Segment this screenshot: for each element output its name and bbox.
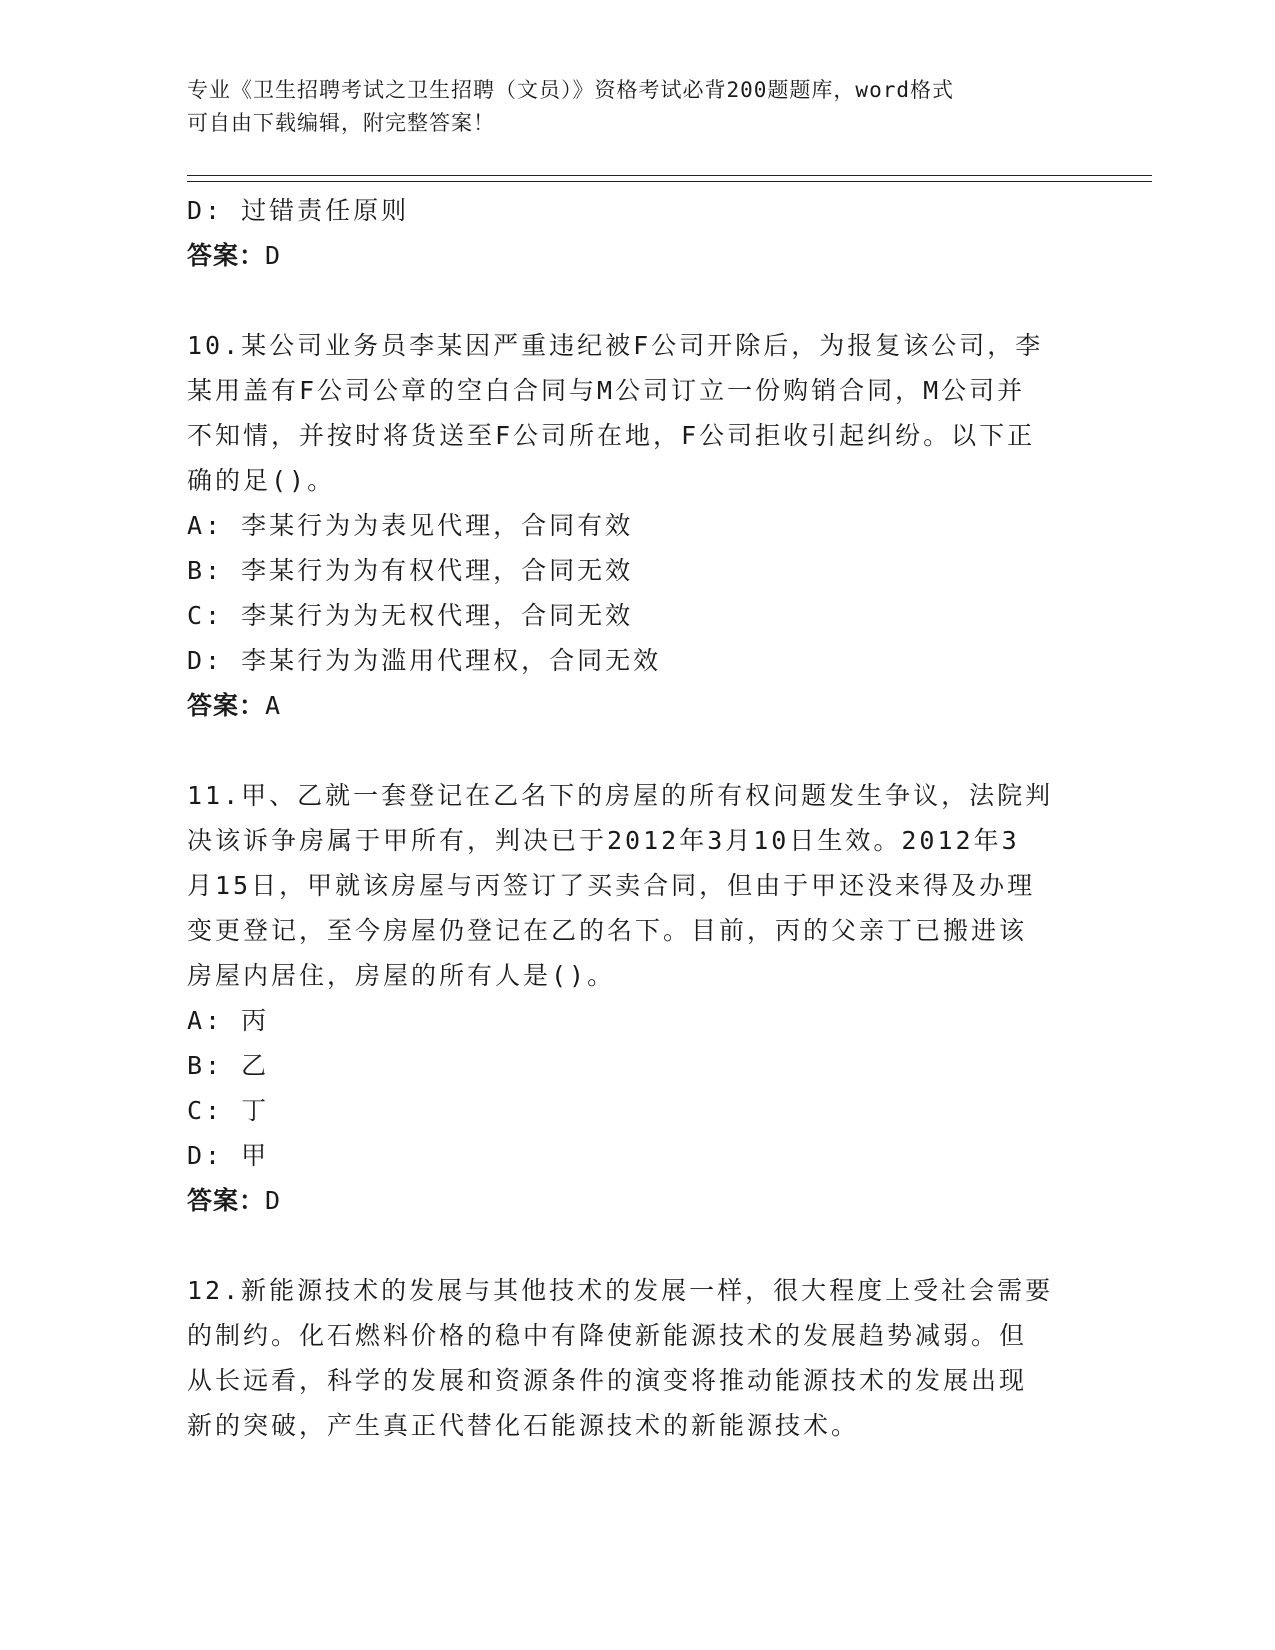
question-text-line: 10.某公司业务员李某因严重违纪被F公司开除后，为报复该公司，李 [187,331,1044,360]
answer-label: 答案： [187,1186,266,1215]
header-divider-bottom [187,181,1152,182]
answer-value: A [265,691,282,720]
question-text-line: 11.甲、乙就一套登记在乙名下的房屋的所有权问题发生争议，法院判 [187,781,1054,810]
spacer [187,1223,1087,1268]
spacer [187,278,1087,323]
question-list [187,188,1087,1448]
question-text-line: 变更登记，至今房屋仍登记在乙的名下。目前，丙的父亲丁已搬进该 [187,916,1028,945]
option-a: A: 丙 [187,1006,270,1035]
answer-line [187,233,1087,278]
option-d: D: 李某行为为滥用代理权，合同无效 [187,646,662,675]
question-text-line: 的制约。化石燃料价格的稳中有降使新能源技术的发展趋势减弱。但 [187,1321,1028,1350]
question-text-line: 不知情，并按时将货送至F公司所在地，F公司拒收引起纠纷。以下正 [187,421,1036,450]
question-text-line: 决该诉争房属于甲所有，判决已于2012年3月10日生效。2012年3 [187,826,1020,855]
answer-line [187,683,1087,728]
question-12 [187,1268,1087,1448]
answer-value: D [265,1186,282,1215]
document-header-note [187,74,1087,140]
option-b: B: 李某行为为有权代理，合同无效 [187,556,634,585]
answer-value: D [265,241,282,270]
question-11 [187,773,1087,1223]
question-text-line: 房屋内居住，房屋的所有人是()。 [187,961,616,990]
option-d: D: 过错责任原则 [187,196,410,225]
answer-line [187,1178,1087,1223]
spacer [187,728,1087,773]
question-text-line: 月15日，甲就该房屋与丙签订了买卖合同，但由于甲还没来得及办理 [187,871,1036,900]
option-c: C: 丁 [187,1096,270,1125]
question-10 [187,323,1087,728]
header-line-2: 可自由下载编辑，附完整答案！ [187,111,495,135]
question-text-line: 某用盖有F公司公章的空白合同与M公司订立一份购销合同，M公司并 [187,376,1026,405]
option-d: D: 甲 [187,1141,270,1170]
question-text-line: 从长远看，科学的发展和资源条件的演变将推动能源技术的发展出现 [187,1366,1028,1395]
header-line-1: 专业《卫生招聘考试之卫生招聘（文员）》资格考试必背200题题库，word格式 [187,78,954,102]
answer-label: 答案： [187,691,266,720]
option-a: A: 李某行为为表见代理，合同有效 [187,511,634,540]
question-text-line: 12.新能源技术的发展与其他技术的发展一样，很大程度上受社会需要 [187,1276,1054,1305]
question-text-line: 新的突破，产生真正代替化石能源技术的新能源技术。 [187,1411,860,1440]
answer-label: 答案： [187,241,266,270]
question-text-line: 确的足()。 [187,466,336,495]
header-divider-top [187,175,1152,176]
option-c: C: 李某行为为无权代理，合同无效 [187,601,634,630]
question-9-tail [187,188,1087,278]
option-b: B: 乙 [187,1051,270,1080]
